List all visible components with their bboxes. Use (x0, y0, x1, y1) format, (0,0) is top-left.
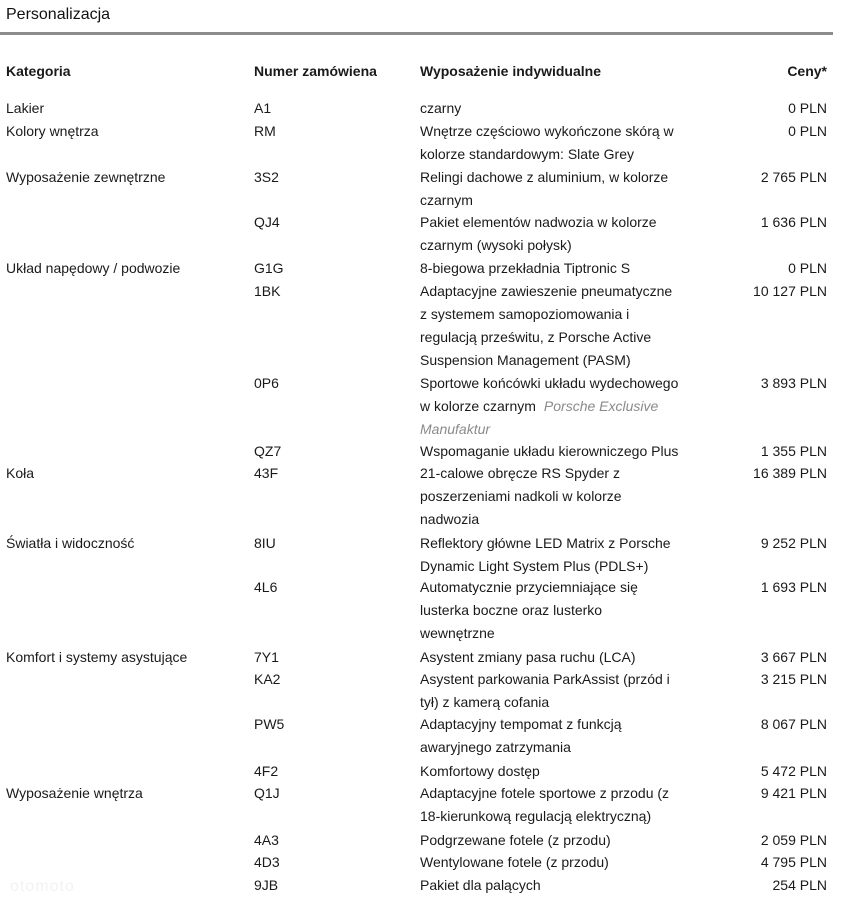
description-line: Wspomaganie układu kierowniczego Plus (420, 443, 679, 459)
row-price: 0 PLN (788, 123, 827, 139)
row-category: Komfort i systemy asystujące (6, 649, 188, 665)
description-line: z systemem samopoziomowania i (420, 306, 630, 322)
row-equipment-description (420, 713, 720, 759)
row-order-number: 0P6 (254, 375, 279, 391)
description-line: 8-biegowa przekładnia Tiptronic S (420, 260, 631, 276)
row-equipment-description (420, 97, 720, 120)
row-equipment-description (420, 760, 720, 783)
row-price: 3 215 PLN (760, 671, 827, 687)
row-order-number: 4L6 (254, 579, 278, 595)
row-price: 9 421 PLN (760, 785, 827, 801)
header-category: Kategoria (6, 63, 71, 79)
description-line: w kolorze czarnym Porsche Exclusive (420, 398, 659, 414)
row-equipment-description (420, 257, 720, 280)
row-equipment-description (420, 166, 720, 212)
description-line: Podgrzewane fotele (z przodu) (420, 832, 611, 848)
description-line: Automatycznie przyciemniające się (420, 579, 638, 595)
row-equipment-description (420, 782, 720, 828)
row-equipment-description (420, 851, 720, 874)
row-order-number: 43F (254, 465, 279, 481)
row-order-number: 4F2 (254, 763, 279, 779)
row-price: 3 893 PLN (760, 375, 827, 391)
row-price: 0 PLN (788, 260, 827, 276)
description-line: tył) z kamerą cofania (420, 694, 550, 710)
description-line: Sportowe końcówki układu wydechowego (420, 375, 679, 391)
row-order-number: KA2 (254, 671, 281, 687)
description-line: 21-calowe obręcze RS Spyder z (420, 465, 620, 481)
row-price: 254 PLN (772, 877, 827, 893)
row-price: 0 PLN (788, 100, 827, 116)
title-divider (0, 32, 833, 35)
row-category: Lakier (6, 100, 45, 116)
row-equipment-description (420, 874, 720, 897)
row-price: 1 636 PLN (760, 214, 827, 230)
row-order-number: 1BK (254, 283, 281, 299)
row-order-number: PW5 (254, 716, 285, 732)
description-line: lusterka boczne oraz lusterko (420, 602, 603, 618)
row-equipment-description (420, 646, 720, 669)
description-line: Asystent parkowania ParkAssist (przód i (420, 671, 670, 687)
description-line: Pakiet elementów nadwozia w kolorze (420, 214, 657, 230)
description-line: regulacją prześwitu, z Porsche Active (420, 329, 652, 345)
row-order-number: RM (254, 123, 276, 139)
row-price: 10 127 PLN (753, 283, 827, 299)
row-equipment-description (420, 120, 720, 166)
row-price: 16 389 PLN (753, 465, 827, 481)
row-order-number: Q1J (254, 785, 280, 801)
row-price: 8 067 PLN (760, 716, 827, 732)
row-order-number: 8IU (254, 535, 276, 551)
description-line: czarny (420, 100, 462, 116)
description-line: Reflektory główne LED Matrix z Porsche (420, 535, 671, 551)
row-price: 2 765 PLN (760, 169, 827, 185)
row-order-number: 4A3 (254, 832, 279, 848)
description-line: kolorze standardowym: Slate Grey (420, 146, 634, 162)
header-equipment: Wyposażenie indywidualne (420, 63, 602, 79)
description-line: poszerzeniami nadkoli w kolorze (420, 488, 622, 504)
row-category: Układ napędowy / podwozie (6, 260, 181, 276)
row-equipment-description (420, 372, 720, 441)
description-line: awaryjnego zatrzymania (420, 739, 571, 755)
row-category: Wyposażenie wnętrza (6, 785, 143, 801)
header-price: Ceny* (787, 63, 827, 79)
description-line: czarnym (420, 192, 473, 208)
row-order-number: 7Y1 (254, 649, 279, 665)
description-line: czarnym (wysoki połysk) (420, 237, 572, 253)
page-title: Personalizacja (6, 6, 111, 23)
row-price: 1 693 PLN (760, 579, 827, 595)
row-price: 9 252 PLN (760, 535, 827, 551)
row-price: 1 355 PLN (760, 443, 827, 459)
exclusive-manufaktur-label: Manufaktur (420, 421, 491, 437)
row-equipment-description (420, 462, 720, 531)
row-order-number: QZ7 (254, 443, 282, 459)
row-equipment-description (420, 829, 720, 852)
description-line: Dynamic Light System Plus (PDLS+) (420, 558, 649, 574)
row-price: 5 472 PLN (760, 763, 827, 779)
row-equipment-description (420, 668, 720, 714)
description-line: Asystent zmiany pasa ruchu (LCA) (420, 649, 636, 665)
description-line: Adaptacyjne zawieszenie pneumatyczne (420, 283, 673, 299)
exclusive-manufaktur-label: Porsche Exclusive (543, 398, 659, 414)
row-equipment-description (420, 280, 720, 372)
row-order-number: A1 (254, 100, 272, 116)
description-line: Suspension Management (PASM) (420, 352, 631, 368)
description-line: Wentylowane fotele (z przodu) (420, 854, 609, 870)
row-equipment-description (420, 576, 720, 645)
row-order-number: G1G (254, 260, 284, 276)
row-category: Światła i widoczność (6, 535, 135, 551)
row-order-number: 9JB (254, 877, 279, 893)
row-order-number: 3S2 (254, 169, 279, 185)
description-line: wewnętrzne (420, 625, 495, 641)
row-equipment-description (420, 532, 720, 578)
row-order-number: QJ4 (254, 214, 280, 230)
row-equipment-description (420, 211, 720, 257)
description-line: 18-kierunkową regulacją elektryczną) (420, 808, 652, 824)
description-line: nadwozia (420, 511, 480, 527)
description-line: Pakiet dla palących (420, 877, 541, 893)
header-order-number: Numer zamówiena (254, 63, 377, 79)
description-line: Adaptacyjny tempomat z funkcją (420, 716, 622, 732)
description-line: Relingi dachowe z aluminium, w kolorze (420, 169, 669, 185)
watermark-logo: otomoto (10, 878, 75, 895)
row-category: Kolory wnętrza (6, 123, 99, 139)
description-line: Wnętrze częściowo wykończone skórą w (420, 123, 674, 139)
row-order-number: 4D3 (254, 854, 280, 870)
description-line: Adaptacyjne fotele sportowe z przodu (z (420, 785, 670, 801)
row-price: 3 667 PLN (760, 649, 827, 665)
row-equipment-description (420, 440, 720, 463)
row-price: 2 059 PLN (760, 832, 827, 848)
row-category: Wyposażenie zewnętrzne (6, 169, 166, 185)
row-category: Koła (6, 465, 35, 481)
row-price: 4 795 PLN (760, 854, 827, 870)
description-line: Komfortowy dostęp (420, 763, 540, 779)
